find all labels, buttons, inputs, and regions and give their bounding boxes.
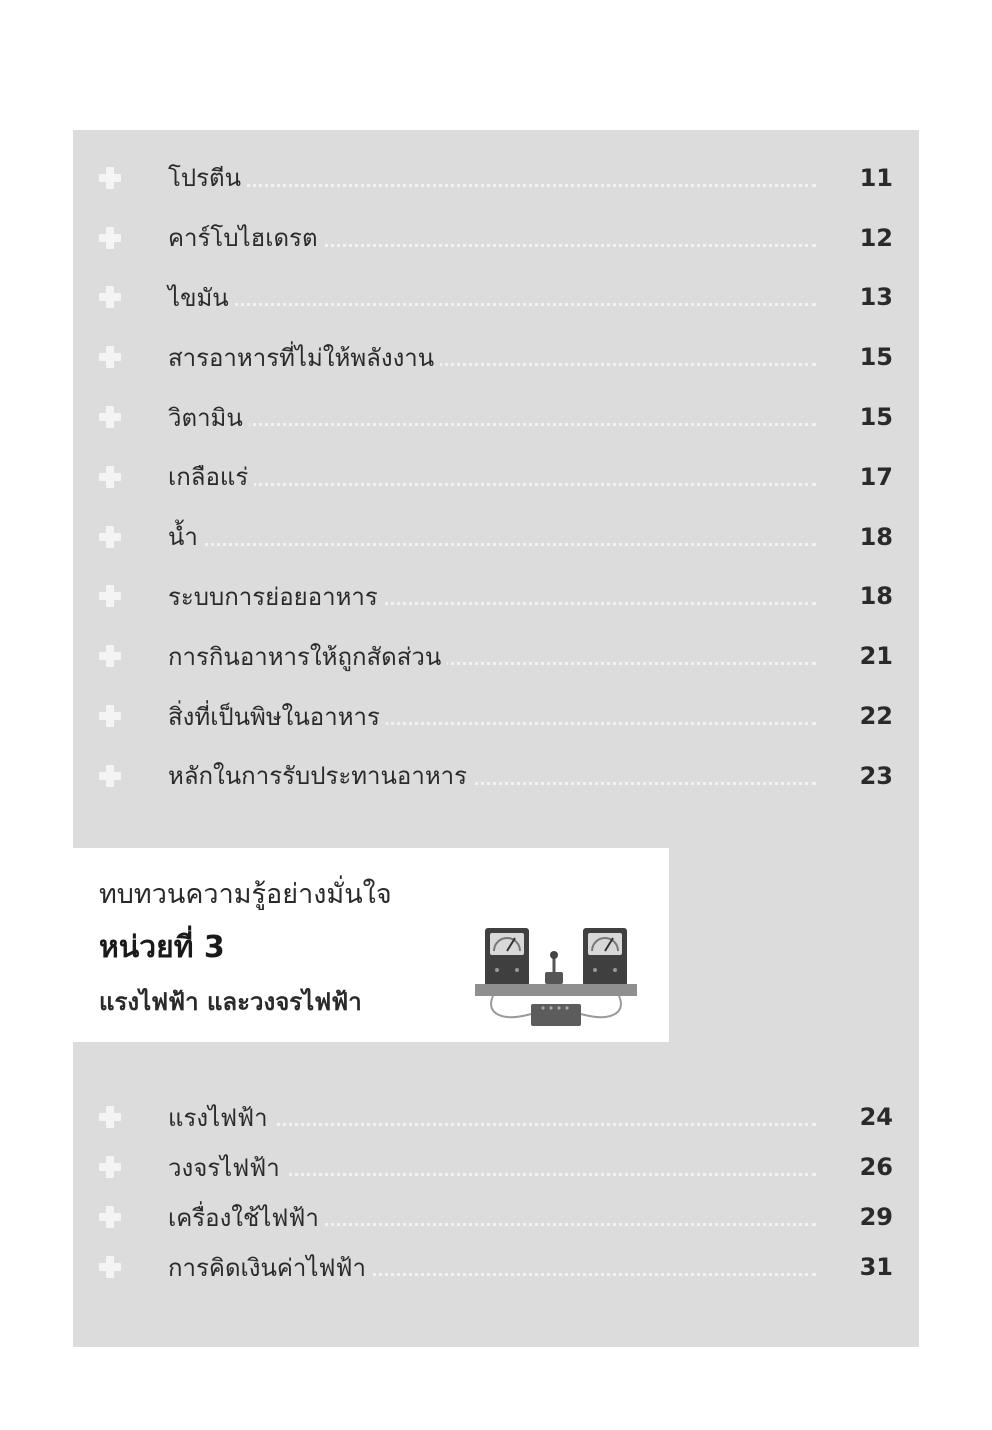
toc-entry[interactable] xyxy=(73,1192,919,1242)
plus-icon xyxy=(99,227,121,249)
toc-entry[interactable] xyxy=(73,268,919,328)
dot-leader xyxy=(168,423,816,426)
toc-entry-label: การคิดเงินค่าไฟฟ้า xyxy=(168,1248,372,1287)
plus-icon xyxy=(99,167,121,189)
toc-entry-label: เกลือแร่ xyxy=(168,457,254,496)
toc-entry-label: วงจรไฟฟ้า xyxy=(168,1148,286,1187)
toc-entry[interactable] xyxy=(73,746,919,806)
plus-icon xyxy=(99,765,121,787)
dot-leader xyxy=(168,483,816,486)
toc-entry-label: หลักในการรับประทานอาหาร xyxy=(168,756,473,795)
plus-icon xyxy=(99,1156,121,1178)
toc-entry-page-number: 11 xyxy=(859,163,893,192)
toc-entry-label: น้ำ xyxy=(168,517,204,556)
plus-icon xyxy=(99,645,121,667)
toc-entry[interactable] xyxy=(73,148,919,208)
unit-subtitle: ทบทวนความรู้อย่างมั่นใจ xyxy=(99,879,392,910)
toc-entry[interactable] xyxy=(73,686,919,746)
toc-entry-page-number: 12 xyxy=(859,223,893,252)
unit-title: หน่วยที่ 3 xyxy=(99,930,225,965)
toc-entry-page-number: 13 xyxy=(859,283,893,312)
dot-leader xyxy=(168,303,816,306)
plus-icon xyxy=(99,1106,121,1128)
toc-entry-page-number: 22 xyxy=(859,702,893,731)
toc-entry-page-number: 26 xyxy=(859,1153,893,1181)
toc-entry-label: โปรตีน xyxy=(168,158,247,197)
dot-leader xyxy=(168,184,816,187)
toc-entry-page-number: 15 xyxy=(859,403,893,432)
toc-panel xyxy=(73,130,919,1347)
plus-icon xyxy=(99,705,121,727)
plus-icon xyxy=(99,286,121,308)
unit-banner xyxy=(73,848,669,1042)
toc-entry-label: ไขมัน xyxy=(168,278,235,317)
toc-entry-page-number: 31 xyxy=(859,1253,893,1281)
toc-entry-page-number: 18 xyxy=(859,522,893,551)
toc-entry[interactable] xyxy=(73,1092,919,1142)
toc-entry[interactable] xyxy=(73,447,919,507)
toc-entry-page-number: 24 xyxy=(859,1103,893,1131)
plus-icon xyxy=(99,406,121,428)
dot-leader xyxy=(168,543,816,546)
toc-entry[interactable] xyxy=(73,567,919,627)
toc-entry[interactable] xyxy=(73,1242,919,1292)
toc-entry[interactable] xyxy=(73,507,919,567)
toc-entry-label: การกินอาหารให้ถูกสัดส่วน xyxy=(168,637,447,676)
toc-entry-page-number: 15 xyxy=(859,343,893,372)
toc-entry[interactable] xyxy=(73,208,919,268)
toc-entry-label: คาร์โบไฮเดรต xyxy=(168,218,324,257)
toc-list-section-1 xyxy=(73,148,919,806)
unit-name: แรงไฟฟ้า และวงจรไฟฟ้า xyxy=(99,988,362,1016)
plus-icon xyxy=(99,526,121,548)
plus-icon xyxy=(99,585,121,607)
toc-entry[interactable] xyxy=(73,1142,919,1192)
toc-entry[interactable] xyxy=(73,327,919,387)
electric-circuit-meters-icon xyxy=(473,918,639,1034)
toc-entry-label: สารอาหารที่ไม่ให้พลังงาน xyxy=(168,338,440,377)
plus-icon xyxy=(99,346,121,368)
toc-entry-page-number: 23 xyxy=(859,761,893,790)
toc-entry-page-number: 17 xyxy=(859,462,893,491)
toc-entry-page-number: 21 xyxy=(859,642,893,671)
toc-entry[interactable] xyxy=(73,387,919,447)
toc-entry-label: ระบบการย่อยอาหาร xyxy=(168,577,384,616)
toc-entry[interactable] xyxy=(73,626,919,686)
toc-entry-label: แรงไฟฟ้า xyxy=(168,1098,274,1137)
toc-entry-label: สิ่งที่เป็นพิษในอาหาร xyxy=(168,697,386,736)
plus-icon xyxy=(99,1206,121,1228)
plus-icon xyxy=(99,1256,121,1278)
toc-entry-page-number: 29 xyxy=(859,1203,893,1231)
toc-entry-page-number: 18 xyxy=(859,582,893,611)
toc-entry-label: เครื่องใช้ไฟฟ้า xyxy=(168,1198,325,1237)
toc-entry-label: วิตามิน xyxy=(168,398,249,437)
toc-list-section-2 xyxy=(73,1092,919,1292)
plus-icon xyxy=(99,466,121,488)
